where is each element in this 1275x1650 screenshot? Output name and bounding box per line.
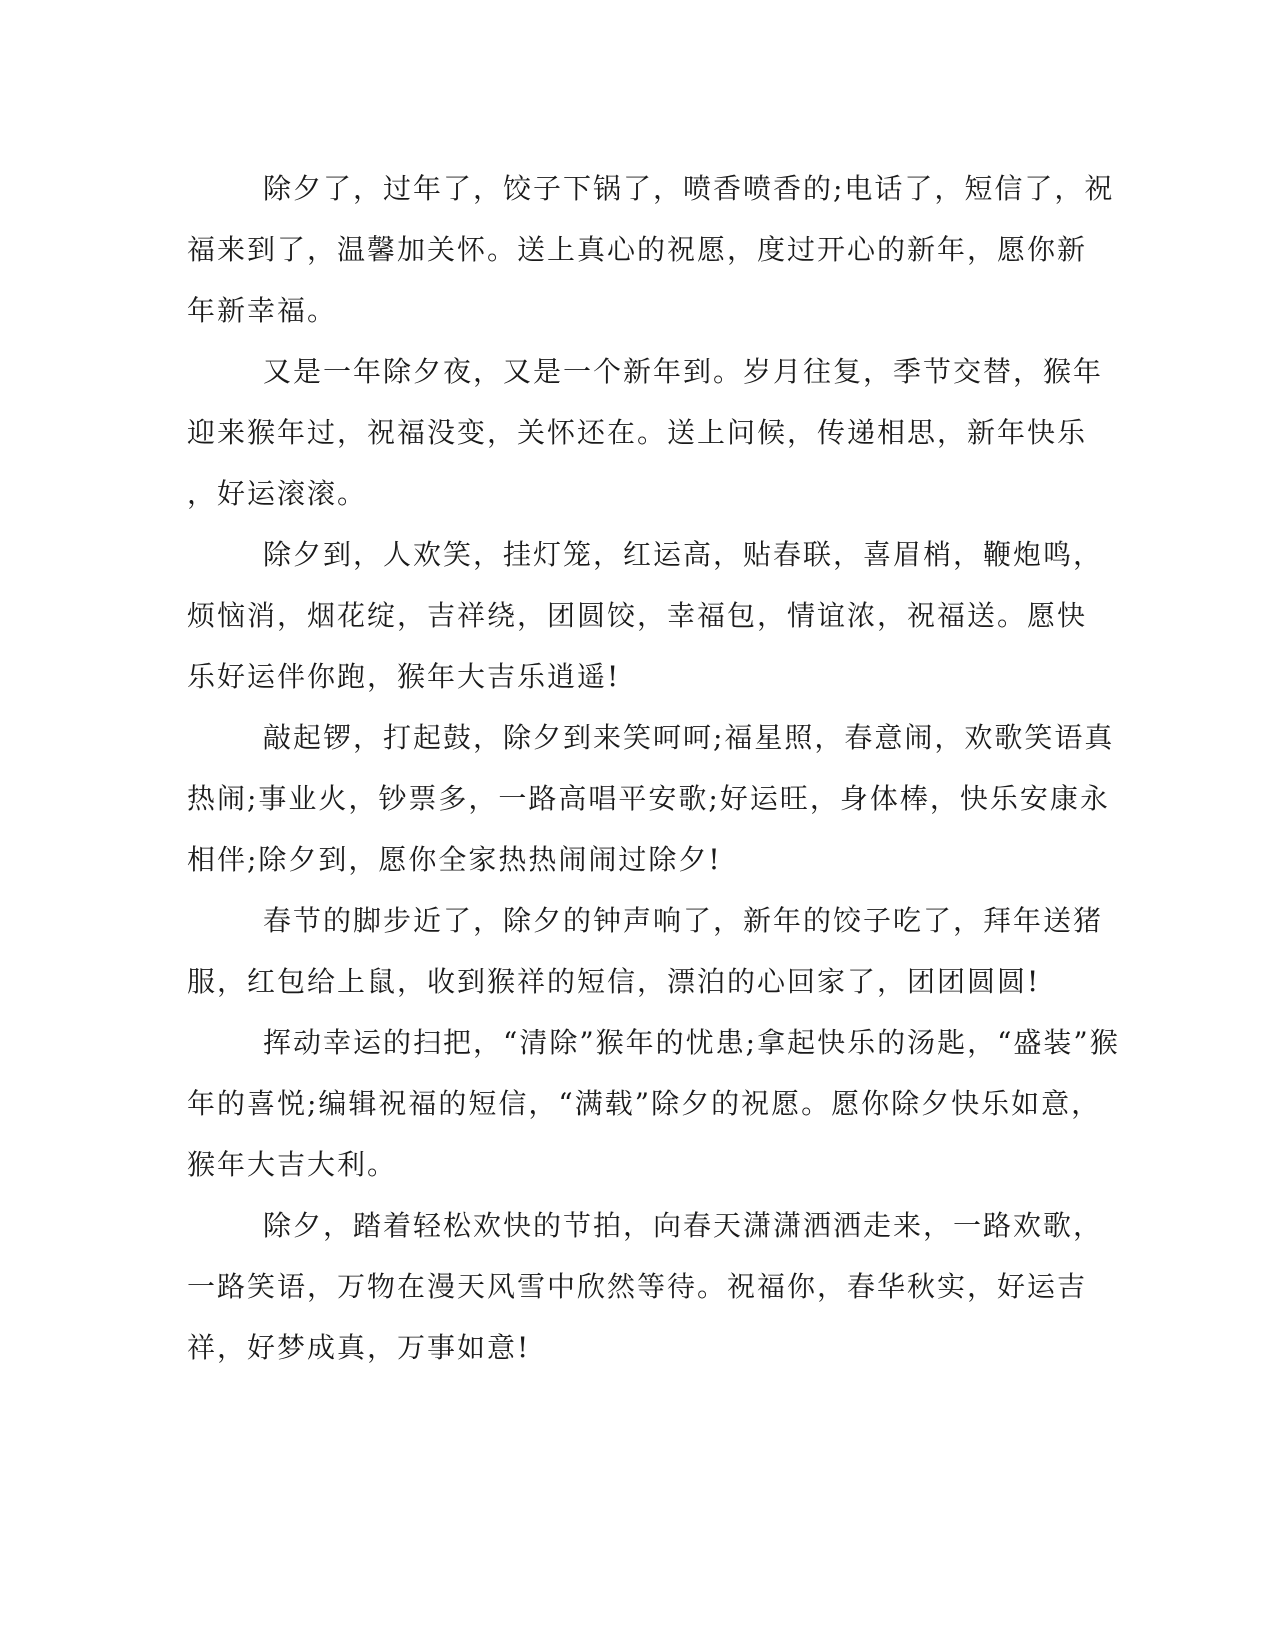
paragraph-line: 除夕了，过年了，饺子下锅了，喷香喷香的;电话了，短信了，祝 <box>263 172 1115 205</box>
paragraph-line: 热闹;事业火，钞票多，一路高唱平安歌;好运旺，身体棒，快乐安康永 <box>187 782 1110 815</box>
paragraph-line: 相伴;除夕到，愿你全家热热闹闹过除夕! <box>187 843 722 876</box>
paragraph-7 <box>187 1195 1104 1378</box>
document-body <box>187 158 1120 1378</box>
paragraph-line: 春节的脚步近了，除夕的钟声响了，新年的饺子吃了，拜年送猪 <box>263 904 1104 937</box>
paragraph-line: 又是一年除夕夜，又是一个新年到。岁月往复，季节交替，猴年 <box>263 355 1104 388</box>
paragraph-line: 除夕，踏着轻松欢快的节拍，向春天潇潇洒洒走来，一路欢歌， <box>263 1209 1104 1242</box>
paragraph-line: 服，红包给上鼠，收到猴祥的短信，漂泊的心回家了，团团圆圆! <box>187 965 1041 998</box>
paragraph-3 <box>187 524 1104 707</box>
paragraph-line: 福来到了，温馨加关怀。送上真心的祝愿，度过开心的新年，愿你新 <box>187 233 1088 266</box>
paragraph-line: 年新幸福。 <box>187 294 338 327</box>
paragraph-5 <box>187 890 1104 1012</box>
paragraph-line: 烦恼消，烟花绽，吉祥绕，团圆饺，幸福包，情谊浓，祝福送。愿快 <box>187 599 1088 632</box>
paragraph-6 <box>187 1012 1120 1195</box>
paragraph-line: 除夕到，人欢笑，挂灯笼，红运高，贴春联，喜眉梢，鞭炮鸣， <box>263 538 1104 571</box>
paragraph-line: 乐好运伴你跑，猴年大吉乐逍遥! <box>187 660 621 693</box>
paragraph-line: ，好运滚滚。 <box>187 477 368 510</box>
paragraph-line: 挥动幸运的扫把，“清除”猴年的忧患;拿起快乐的汤匙，“盛装”猴 <box>263 1026 1120 1059</box>
paragraph-line: 猴年大吉大利。 <box>187 1148 398 1181</box>
paragraph-line: 敲起锣，打起鼓，除夕到来笑呵呵;福星照，春意闹，欢歌笑语真 <box>263 721 1115 754</box>
paragraph-4 <box>187 707 1115 890</box>
paragraph-line: 年的喜悦;编辑祝福的短信，“满载”除夕的祝愿。愿你除夕快乐如意， <box>187 1087 1102 1120</box>
paragraph-line: 迎来猴年过，祝福没变，关怀还在。送上问候，传递相思，新年快乐 <box>187 416 1088 449</box>
paragraph-2 <box>187 341 1104 524</box>
paragraph-line: 一路笑语，万物在漫天风雪中欣然等待。祝福你，春华秋实，好运吉 <box>187 1270 1088 1303</box>
paragraph-1 <box>187 158 1115 341</box>
paragraph-line: 祥，好梦成真，万事如意! <box>187 1331 531 1364</box>
